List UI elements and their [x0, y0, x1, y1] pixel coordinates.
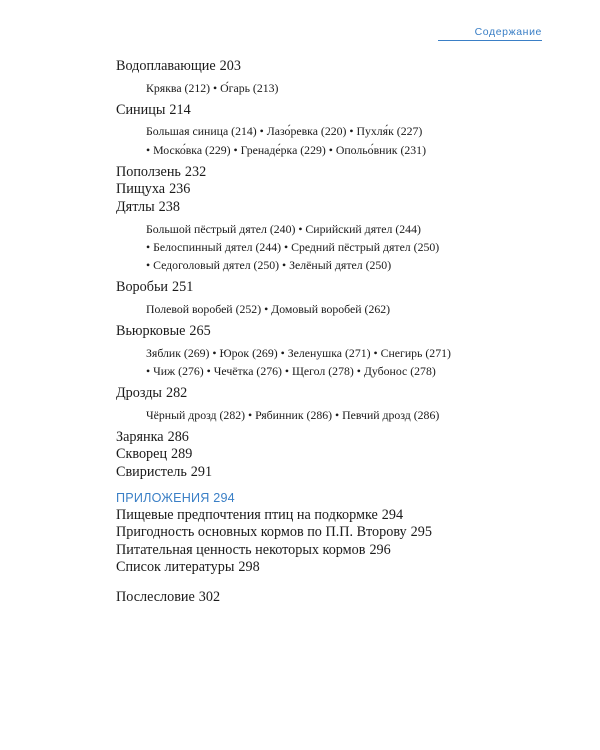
- toc-entry: [116, 199, 516, 217]
- toc-subentries: [116, 406, 516, 424]
- toc-subentry-line: Большой пёстрый дятел (240) • Сирийский дятел (244): [146, 221, 421, 236]
- toc-entry: [116, 429, 516, 447]
- appendix-entry-title: Пригодность основных кормов по П.П. Второву: [116, 524, 407, 541]
- appendix-entry: [116, 524, 516, 542]
- appendix-heading-page: 294: [213, 490, 235, 505]
- toc-entry: [116, 446, 516, 464]
- appendix-heading-title: ПРИЛОЖЕНИЯ: [116, 490, 210, 505]
- toc-subentry-line: Чёрный дрозд (282) • Рябинник (286) • Певчий дрозд (286): [146, 407, 440, 422]
- toc-entry: [116, 58, 516, 76]
- appendix-entry-page: 298: [238, 559, 260, 576]
- toc-entry-title: Воробьи: [116, 279, 169, 296]
- toc-entry-title: Поползень: [116, 163, 181, 180]
- toc-entry-page: 282: [165, 384, 188, 401]
- afterword-entry: [116, 589, 516, 607]
- table-of-contents: [116, 58, 516, 607]
- appendix-entry-title: Список литературы: [116, 559, 235, 576]
- toc-subentries: [116, 220, 516, 275]
- toc-entry-page: 251: [172, 279, 194, 296]
- toc-subentries: [116, 300, 516, 318]
- toc-subentry-line: Зяблик (269) • Юрок (269) • Зеленушка (271) • Снегирь (271): [146, 345, 451, 360]
- toc-entry: [116, 181, 516, 199]
- toc-entry-page: 289: [171, 446, 193, 463]
- section-header: [438, 26, 542, 41]
- appendix-entry: [116, 559, 516, 577]
- toc-entry-title: Синицы: [116, 101, 166, 118]
- appendix-entry-title: Питательная ценность некоторых кормов: [116, 541, 366, 558]
- afterword-page: 302: [198, 588, 221, 605]
- toc-entry-title: Вьюрковые: [116, 322, 186, 339]
- toc-entry-title: Дятлы: [116, 198, 155, 215]
- toc-entry: [116, 385, 516, 403]
- appendix-entry-page: 296: [369, 541, 391, 558]
- toc-subentries: [116, 122, 516, 158]
- toc-subentry-line: • Седоголовый дятел (250) • Зелёный дятел (250): [146, 257, 392, 272]
- toc-entry-page: 265: [189, 322, 211, 339]
- toc-subentry-line: • Чиж (276) • Чечётка (276) • Щегол (278) • Дубонос (278): [146, 363, 436, 378]
- appendix-entry: [116, 507, 516, 525]
- toc-entry: [116, 102, 516, 120]
- toc-entry: [116, 164, 516, 182]
- afterword-title: Послесловие: [116, 588, 195, 605]
- toc-entry-page: 203: [219, 58, 241, 74]
- toc-subentry-line: Полевой воробей (252) • Домовый воробей (262): [146, 301, 391, 316]
- toc-entry-page: 236: [169, 181, 191, 198]
- toc-entry-title: Зарянка: [116, 428, 164, 445]
- appendix-entry: [116, 542, 516, 560]
- toc-entry-title: Свиристель: [116, 463, 187, 480]
- toc-entry-page: 214: [169, 101, 191, 118]
- toc-subentry-line: • Белоспинный дятел (244) • Средний пёстрый дятел (250): [146, 239, 440, 254]
- toc-subentries: [116, 344, 516, 380]
- toc-entry-page: 238: [158, 198, 180, 215]
- appendix-heading: [116, 490, 516, 507]
- toc-subentry-line: • Моско́вка (229) • Гренаде́рка (229) • Опольо́вник (231): [146, 142, 427, 157]
- toc-entry: [116, 464, 516, 482]
- toc-subentry-line: Кряква (212) • О́гарь (213): [146, 80, 279, 95]
- toc-subentries: [116, 79, 516, 97]
- appendix-entry-page: 295: [410, 524, 432, 541]
- toc-subentry-line: Большая синица (214) • Лазо́ревка (220) • Пухля́к (227): [146, 124, 423, 139]
- toc-entry-page: 286: [167, 428, 189, 445]
- section-title: Содержание: [474, 26, 542, 38]
- toc-entry-page: 232: [184, 163, 207, 180]
- appendix-entry-page: 294: [381, 506, 404, 523]
- toc-entry-title: Скворец: [116, 446, 168, 463]
- toc-entry: [116, 323, 516, 341]
- spacer: [116, 577, 516, 589]
- toc-entry-title: Пищуха: [116, 181, 166, 198]
- toc-entry-title: Дрозды: [116, 384, 162, 401]
- appendix-entry-title: Пищевые предпочтения птиц на подкормке: [116, 506, 378, 523]
- toc-entry: [116, 279, 516, 297]
- toc-entry-page: 291: [190, 463, 213, 480]
- toc-entry-title: Водоплавающие: [116, 58, 216, 74]
